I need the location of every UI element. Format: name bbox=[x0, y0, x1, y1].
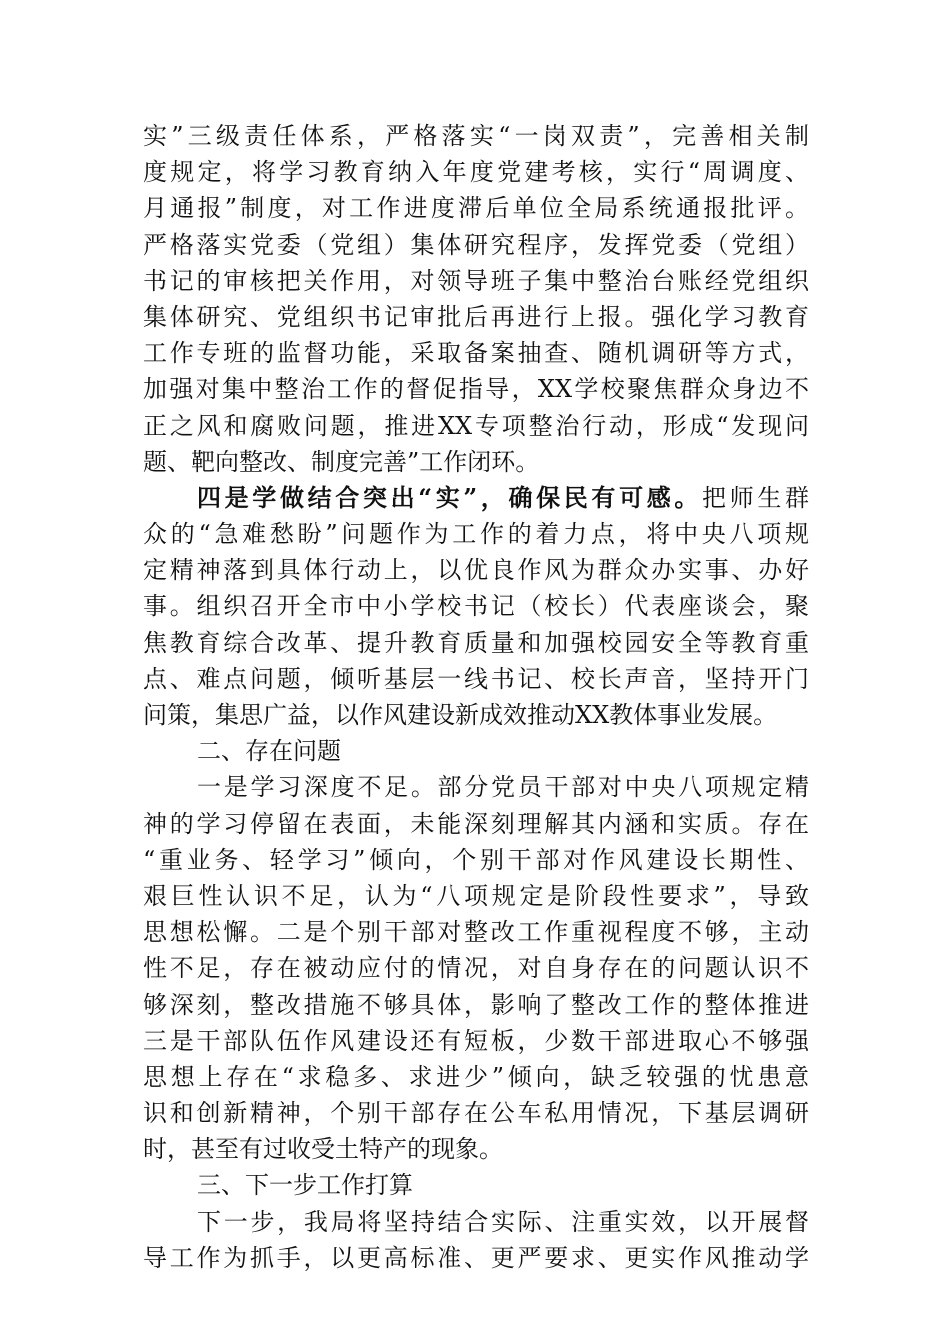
text-line bbox=[143, 480, 809, 516]
text-line: 问策，集思广益，以作风建设新成效推动XX教体事业发展。 bbox=[143, 701, 778, 729]
section-next-steps bbox=[143, 1167, 809, 1276]
section-existing-problems bbox=[143, 733, 809, 1167]
text-line: 艰巨性认识不足，认为“八项规定是阶段性要求”，导致 bbox=[143, 881, 809, 910]
text-line: 三是干部队伍作风建设还有短板，少数干部进取心不够强 bbox=[143, 1026, 809, 1055]
text-line: 够深刻，整改措施不够具体，影响了整改工作的整体推进 bbox=[143, 990, 809, 1019]
text-line: 导工作为抓手，以更高标准、更严要求、更实作风推动学 bbox=[143, 1243, 809, 1272]
text-line: 题、靶向整改、制度完善”工作闭环。 bbox=[143, 447, 540, 476]
text-line: 加强对集中整治工作的督促指导，XX学校聚焦群众身边不 bbox=[143, 375, 809, 404]
text-line: 时，甚至有过收受土特产的现象。 bbox=[143, 1135, 503, 1164]
text-line: 思想上存在“求稳多、求进少”倾向，缺乏较强的忧患意 bbox=[143, 1062, 809, 1091]
lead-rest-text: 把师生群 bbox=[702, 483, 809, 512]
text-line: 一是学习深度不足。部分党员干部对中央八项规定精 bbox=[197, 773, 809, 802]
text-line: 定精神落到具体行动上，以优良作风为群众办实事、办好 bbox=[143, 556, 809, 585]
section-heading: 三、下一步工作打算 bbox=[197, 1171, 413, 1200]
section-heading: 二、存在问题 bbox=[197, 737, 341, 766]
text-line: 焦教育综合改革、提升教育质量和加强校园安全等教育重 bbox=[143, 628, 809, 657]
text-line: 实”三级责任体系，严格落实“一岗双责”，完善相关制 bbox=[143, 122, 809, 150]
text-line: 正之风和腐败问题，推进XX专项整治行动，形成“发现问 bbox=[143, 411, 809, 440]
text-line: 识和创新精神，个别干部存在公车私用情况，下基层调研 bbox=[143, 1099, 809, 1128]
bold-lead-text: 四是学做结合突出“实”，确保民有可感。 bbox=[197, 482, 703, 512]
text-line: 集体研究、党组织书记审批后再进行上报。强化学习教育 bbox=[143, 302, 809, 331]
text-line: 思想松懈。二是个别干部对整改工作重视程度不够，主动 bbox=[143, 918, 809, 947]
paragraph-point-four bbox=[143, 480, 809, 733]
text-line: “重业务、轻学习”倾向，个别干部对作风建设长期性、 bbox=[143, 845, 809, 874]
text-line: 工作专班的监督功能，采取备案抽查、随机调研等方式， bbox=[143, 339, 809, 368]
paragraph-continuation bbox=[143, 118, 809, 480]
text-line: 月通报”制度，对工作进度滞后单位全局系统通报批评。 bbox=[143, 194, 809, 223]
text-line: 性不足，存在被动应付的情况，对自身存在的问题认识不 bbox=[143, 954, 809, 983]
text-line: 书记的审核把关作用，对领导班子集中整治台账经党组织 bbox=[143, 266, 809, 295]
text-line: 点、难点问题，倾听基层一线书记、校长声音，坚持开门 bbox=[143, 664, 809, 693]
text-line: 度规定，将学习教育纳入年度党建考核，实行“周调度、 bbox=[143, 158, 809, 187]
text-line: 事。组织召开全市中小学校书记（校长）代表座谈会，聚 bbox=[143, 592, 809, 621]
text-line: 众的“急难愁盼”问题作为工作的着力点，将中央八项规 bbox=[143, 520, 809, 549]
text-line: 神的学习停留在表面，未能深刻理解其内涵和实质。存在 bbox=[143, 809, 809, 838]
text-line: 下一步，我局将坚持结合实际、注重实效，以开展督 bbox=[197, 1207, 809, 1236]
document-body bbox=[143, 118, 809, 1276]
text-line: 严格落实党委（党组）集体研究程序，发挥党委（党组） bbox=[143, 230, 809, 259]
